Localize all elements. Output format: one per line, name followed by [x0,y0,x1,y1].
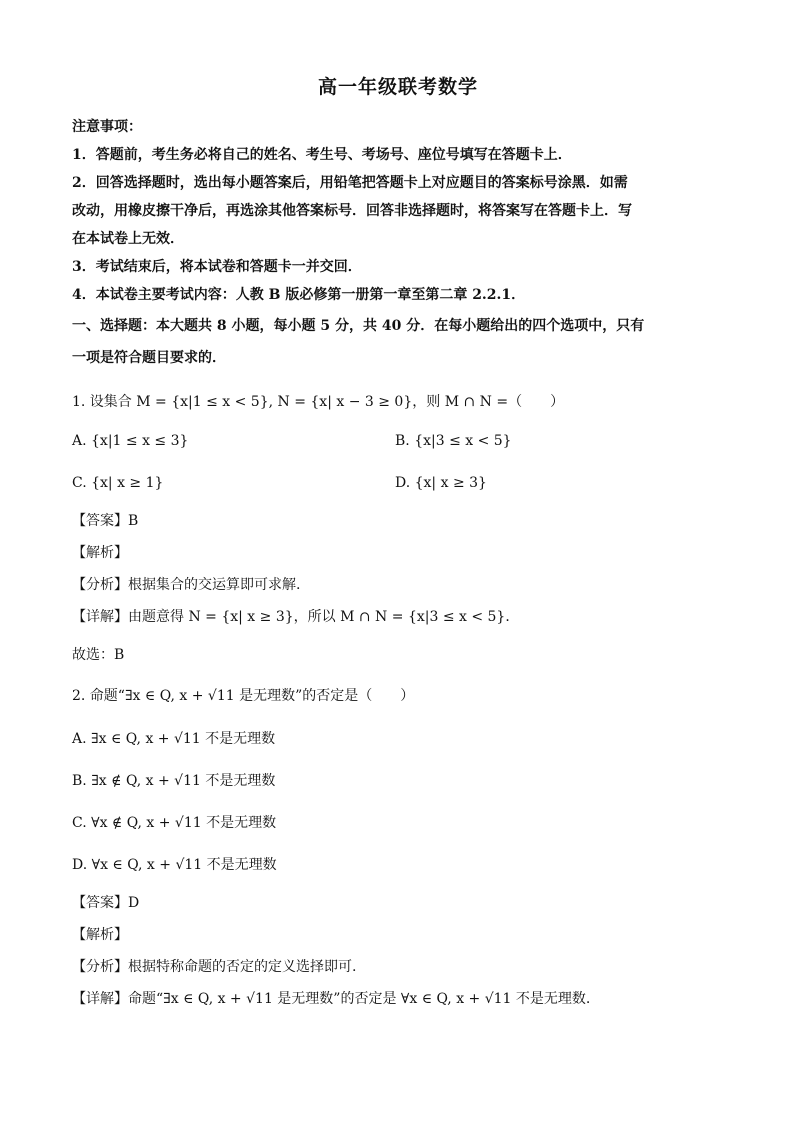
notice-item-2-cont2: 在本试卷上无效． [72,231,184,247]
q1-option-c: C. {x| x ≥ 1} [72,475,164,491]
q2-xiangjie: 【详解】命题“∃x ∈ Q, x + √11 是无理数”的否定是 ∀x ∈ Q, x + √11 不是无理数. [72,991,591,1007]
notice-item-4: 4．本试卷主要考试内容：人教 B 版必修第一册第一章至第二章 2.2.1． [72,287,526,303]
q1-result: 故选：B [72,647,125,663]
section-heading-line-1: 一、选择题：本大题共 8 小题，每小题 5 分，共 40 分．在每小题给出的四个选项中，只有 [72,318,645,334]
question-2 [72,683,724,1011]
q2-option-b: B. ∃x ∉ Q, x + √11 不是无理数 [72,773,276,789]
q1-xiangjie: 【详解】由题意得 N = {x| x ≥ 3}，所以 M ∩ N = {x|3 ≤ x < 5}． [72,609,520,625]
notice-item-2-cont: 改动，用橡皮擦干净后，再选涂其他答案标号．回答非选择题时，将答案写在答题卡上．写 [72,203,632,219]
q1-analysis-label: 【解析】 [72,545,128,561]
q1-stem: 1. 设集合 M = {x|1 ≤ x < 5}, N = {x| x − 3 ≥ 0}，则 M ∩ N =（ ） [72,394,565,410]
q2-answer: 【答案】D [72,895,140,911]
notice-item-3: 3．考试结束后，将本试卷和答题卡一并交回． [72,259,362,275]
notice-item-2: 2．回答选择题时，选出每小题答案后，用铅笔把答题卡上对应题目的答案标号涂黑．如需 [72,175,628,191]
q1-option-b: B. {x|3 ≤ x < 5} [395,433,512,449]
q1-options-row-1 [72,429,724,453]
notice-item-1: 1．答题前，考生务必将自己的姓名、考生号、考场号、座位号填写在答题卡上． [72,147,572,163]
page-title: 高一年级联考数学 [317,76,478,98]
q1-fenxi: 【分析】根据集合的交运算即可求解. [72,577,301,593]
q2-fenxi: 【分析】根据特称命题的否定的定义选择即可. [72,959,357,975]
q1-option-a: A. {x|1 ≤ x ≤ 3} [72,433,189,449]
q2-option-d: D. ∀x ∈ Q, x + √11 不是无理数 [72,857,277,873]
q1-answer: 【答案】B [72,513,139,529]
q2-analysis-label: 【解析】 [72,927,128,943]
section-heading-line-2: 一项是符合题目要求的． [72,350,226,366]
question-1 [72,389,724,667]
q1-options-row-2 [72,471,724,495]
section-heading [72,311,724,373]
q2-option-a: A. ∃x ∈ Q, x + √11 不是无理数 [72,731,276,747]
q2-stem: 2. 命题“∃x ∈ Q, x + √11 是无理数”的否定是（ ） [72,688,415,704]
notice-heading: 注意事项： [72,119,142,135]
notice-block [72,113,724,309]
q2-option-c: C. ∀x ∉ Q, x + √11 不是无理数 [72,815,277,831]
q1-option-d: D. {x| x ≥ 3} [395,475,487,491]
